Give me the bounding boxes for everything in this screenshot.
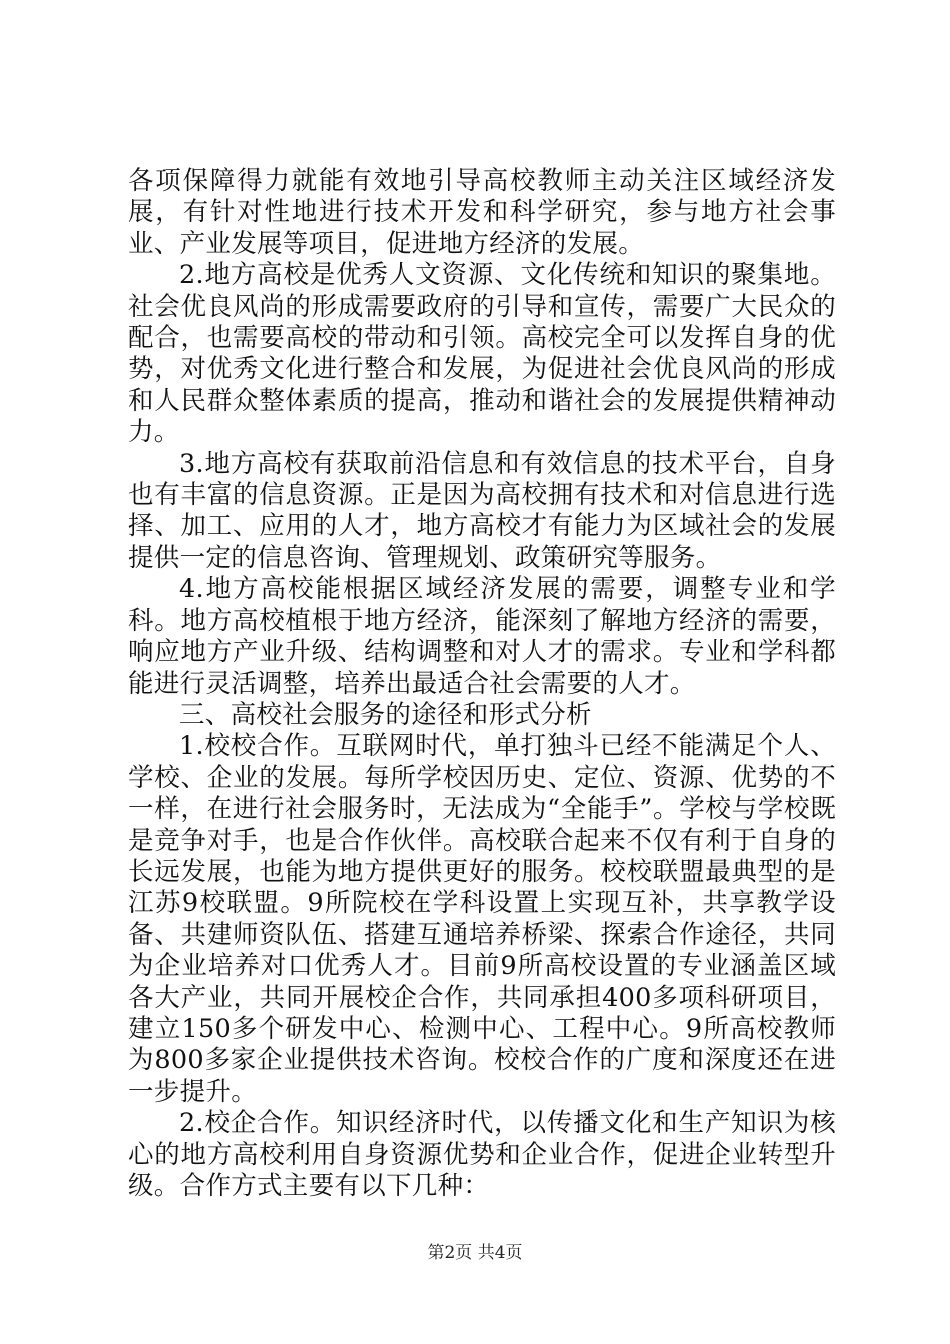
section-heading-3: 三、高校社会服务的途径和形式分析 [179,699,592,730]
paragraph-school-enterprise-cooperation: 2.校企合作。知识经济时代，以传播文化和生产知识为核心的地方高校利用自身资源优势和企业合作，促进企业转型升级。合作方式主要有以下几种： [128,1108,836,1201]
paragraph-continuation: 各项保障得力就能有效地引导高校教师主动关注区域经济发展，有针对性地进行技术开发和科学研究，参与地方社会事业、产业发展等项目，促进地方经济的发展。 [128,166,836,259]
paragraph-school-cooperation: 1.校校合作。互联网时代，单打独斗已经不能满足个人、学校、企业的发展。每所学校因历史、定位、资源、优势的不一样，在进行社会服务时，无法成为“全能手”。学校与学校既是竞争对手，也是合作伙伴。高校联合起来不仅有利于自身的长远发展，也能为地方提供更好的服务。校校联盟最典型的是江苏9校联盟。9所院校在学科设置上实现互补，共享教学设备、共建师资队伍、搭建互通培养桥梁、探索合作途径，共同为企业培养对口优秀人才。目前9所高校设置的专业涵盖区域各大产业，共同开展校企合作，共同承担400多项科研项目，建立150多个研发中心、检测中心、工程中心。9所高校教师为800多家企业提供技术咨询。校校合作的广度和深度还在进一步提升。 [128,731,836,1107]
page-footer: 第2页 共4页 [427,1243,523,1263]
paragraph-point-2: 2.地方高校是优秀人文资源、文化传统和知识的聚集地。社会优良风尚的形成需要政府的引导和宣传，需要广大民众的配合，也需要高校的带动和引领。高校完全可以发挥自身的优势，对优秀文化进行整合和发展，为促进社会优良风尚的形成和人民群众整体素质的提高，推动和谐社会的发展提供精神动力。 [128,260,836,448]
document-body [128,166,836,1202]
paragraph-point-3: 3.地方高校有获取前沿信息和有效信息的技术平台，自身也有丰富的信息资源。正是因为高校拥有技术和对信息进行选择、加工、应用的人才，地方高校才有能力为区域社会的发展提供一定的信息咨询、管理规划、政策研究等服务。 [128,448,836,573]
paragraph-point-4: 4.地方高校能根据区域经济发展的需要，调整专业和学科。地方高校植根于地方经济，能深刻了解地方经济的需要，响应地方产业升级、结构调整和对人才的需求。专业和学科都能进行灵活调整，培养出最适合社会需要的人才。 [128,574,836,699]
